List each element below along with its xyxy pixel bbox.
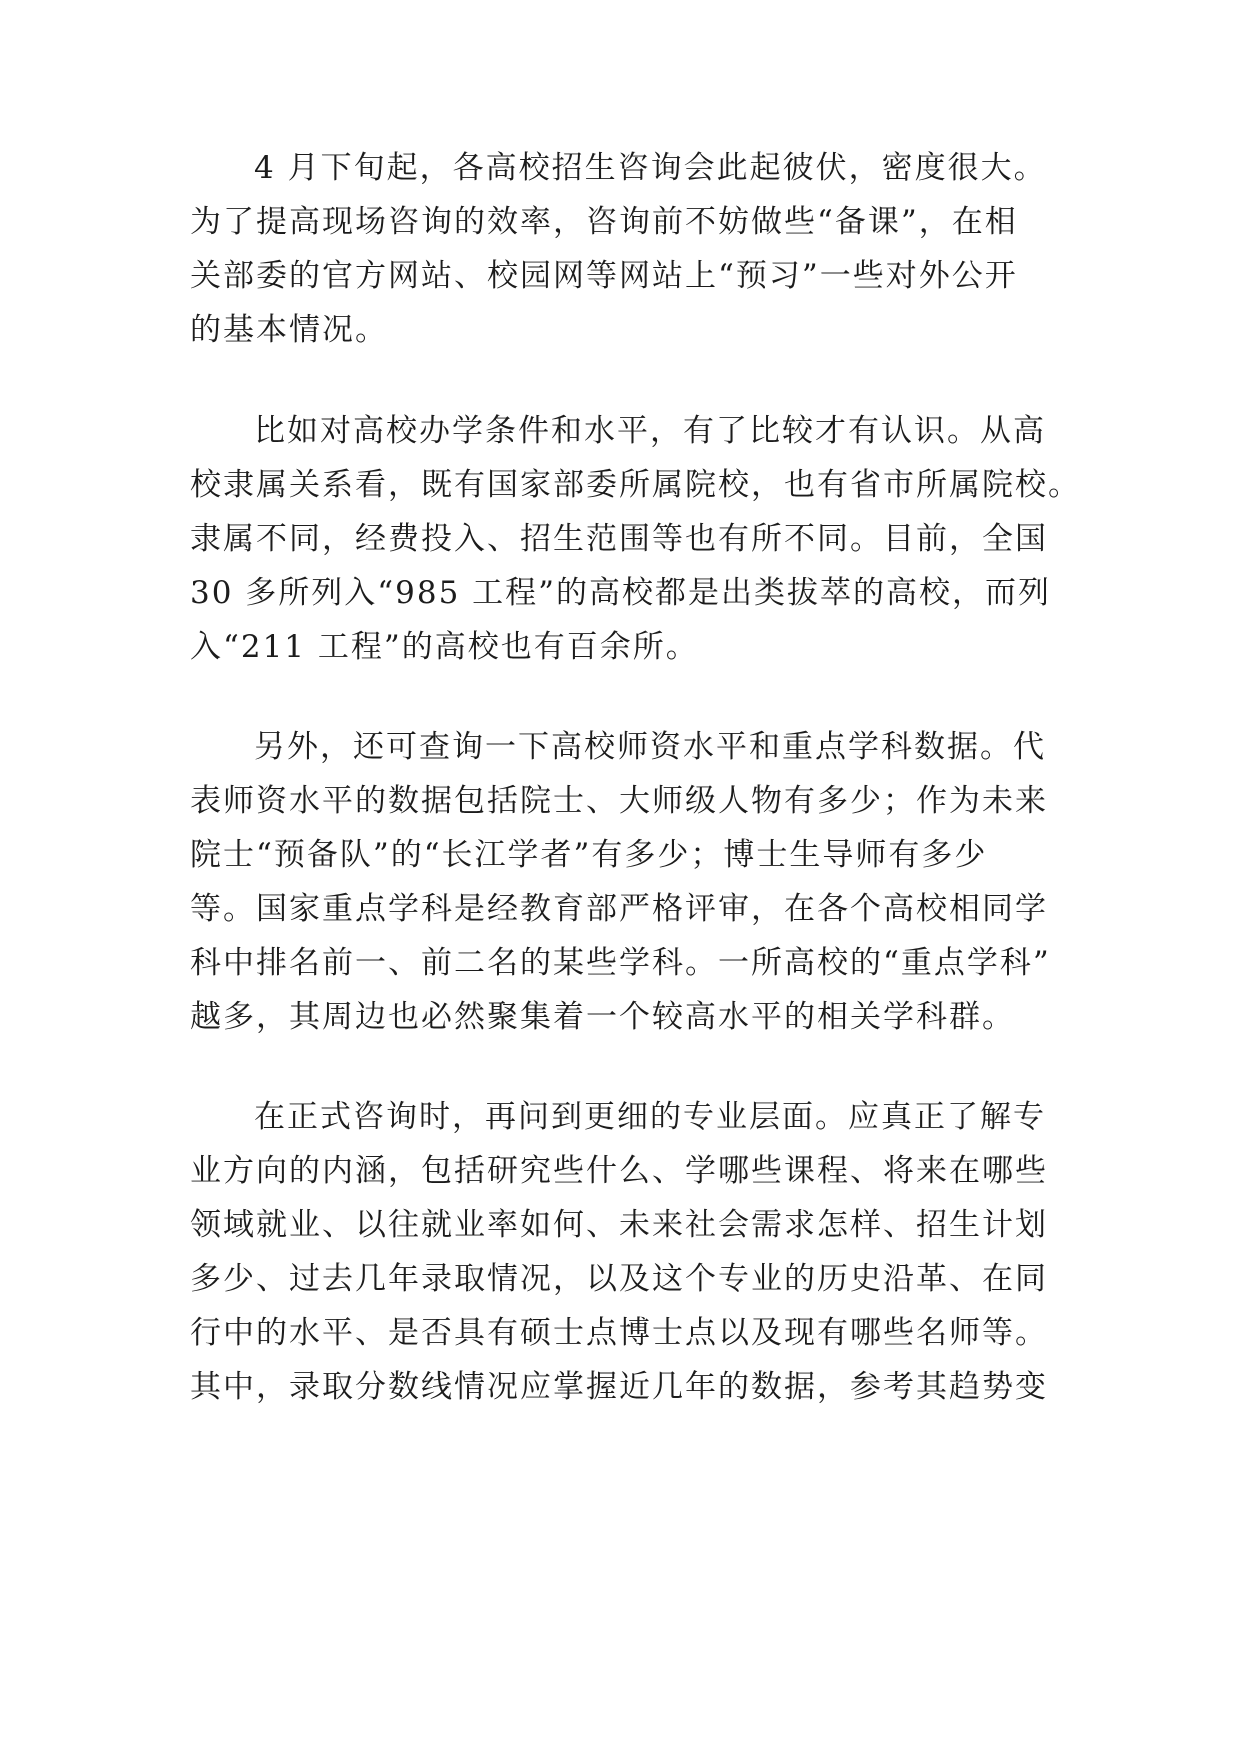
paragraph-1-line-1: 4 月下旬起，各高校招生咨询会此起彼伏，密度很大。: [254, 150, 1047, 186]
paragraph-3-line-3: 院士“预备队”的“长江学者”有多少；博士生导师有多少: [190, 837, 988, 873]
paragraph-4-line-6: 其中，录取分数线情况应掌握近几年的数据，参考其趋势变: [190, 1369, 1048, 1405]
paragraph-4-line-5: 行中的水平、是否具有硕士点博士点以及现有哪些名师等。: [190, 1315, 1048, 1351]
paragraph-2-line-3: 隶属不同，经费投入、招生范围等也有所不同。目前，全国: [190, 521, 1048, 557]
paragraph-3-line-2: 表师资水平的数据包括院士、大师级人物有多少；作为未来: [190, 783, 1048, 819]
paragraph-1-line-2: 为了提高现场咨询的效率，咨询前不妨做些“备课”，在相: [190, 204, 1018, 240]
paragraph-4-line-3: 领域就业、以往就业率如何、未来社会需求怎样、招生计划: [190, 1207, 1048, 1243]
paragraph-3-line-6: 越多，其周边也必然聚集着一个较高水平的相关学科群。: [190, 999, 1015, 1035]
paragraph-1-line-4: 的基本情况。: [190, 312, 388, 348]
paragraph-4-line-4: 多少、过去几年录取情况，以及这个专业的历史沿革、在同: [190, 1261, 1048, 1297]
paragraph-1-line-3: 关部委的官方网站、校园网等网站上“预习”一些对外公开: [190, 258, 1018, 294]
paragraph-3-line-4: 等。国家重点学科是经教育部严格评审，在各个高校相同学: [190, 891, 1048, 927]
paragraph-3-line-1: 另外，还可查询一下高校师资水平和重点学科数据。代: [254, 729, 1046, 765]
paragraph-2-line-5: 入“211 工程”的高校也有百余所。: [190, 629, 699, 665]
paragraph-2-line-4: 30 多所列入“985 工程”的高校都是出类拔萃的高校，而列: [190, 575, 1052, 611]
paragraph-2-line-1: 比如对高校办学条件和水平，有了比较才有认识。从高: [254, 413, 1046, 449]
paragraph-4-line-1: 在正式咨询时，再问到更细的专业层面。应真正了解专: [254, 1099, 1046, 1135]
paragraph-4-line-2: 业方向的内涵，包括研究些什么、学哪些课程、将来在哪些: [190, 1153, 1048, 1189]
paragraph-2-line-2: 校隶属关系看，既有国家部委所属院校，也有省市所属院校。: [190, 467, 1081, 503]
paragraph-3-line-5: 科中排名前一、前二名的某些学科。一所高校的“重点学科”: [190, 945, 1051, 981]
